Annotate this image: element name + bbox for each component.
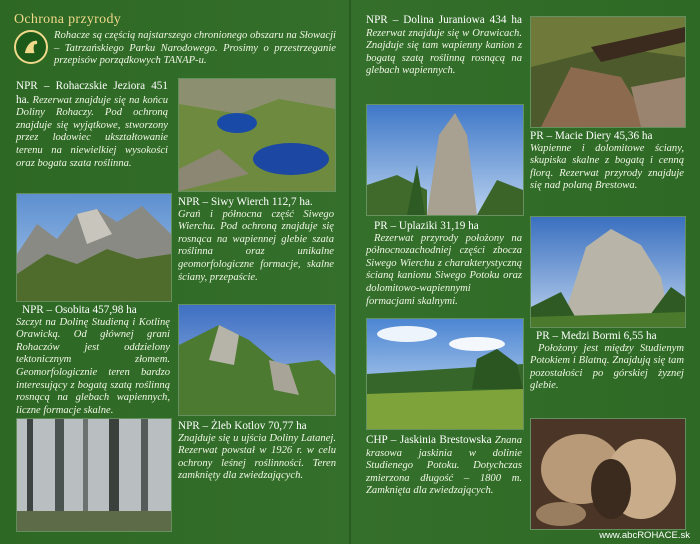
photo-macie-diery — [530, 16, 686, 128]
entry-heading: PR – Medzi Bormi 6,55 ha — [536, 330, 657, 342]
entry-text: Szczyt na Dolinę Studieną i Kotlinę Orawicką. Od głównej grani Rohaczów jest oddzielony tektonicznym złomem. Geomorfologicznie teren bardzo interesujący z bogatą szatą roślinną rosnącą na glebach wapiennych, liczne formacje skalne. — [16, 316, 170, 416]
entry-heading: PR – Uplaziki 31,19 ha — [374, 220, 479, 232]
entry-text: Wapienne i dolomitowe ściany, skupiska skalne z bogatą i cenną florą. Rezerwat przyrody znajduje się nad polaną Brestowa. — [530, 142, 684, 192]
entry-zleb-kotlov — [178, 420, 336, 483]
entry-jaskinia-brestowska — [366, 434, 522, 498]
entry-text: Rezerwat znajduje się w Orawicach. Znajduje się tam wapienny kanion z bogatą szatą roślinną rosnącą na glebach wapiennych. — [366, 27, 522, 77]
entry-osobita — [16, 304, 170, 417]
entry-heading: NPR – Rohaczskie Jeziora 451 ha. — [16, 80, 168, 106]
page-title: Ochrona przyrody — [14, 12, 122, 27]
entry-heading: PR – Macie Diery 45,36 ha — [530, 130, 653, 142]
photo-meadow — [366, 318, 524, 430]
entry-text: Grań i północna część Siwego Wierchu. Pod ochroną znajduje się rosnąca na wapiennej glebie szata roślinna oraz unikalne geomorfologiczne formacje, skalne ściany, przepaście. — [178, 208, 334, 283]
page-fold — [349, 0, 351, 544]
entry-heading: CHP – Jaskinia Brestowska — [366, 434, 492, 446]
intro-text: Rohacze są częścią najstarszego chronionego obszaru na Słowacji – Tatrzańskiego Parku Narodowego. Prosimy o przestrzeganie przepisów porządkowych TANAP-u. — [54, 30, 336, 67]
photo-mountain-lakes — [178, 78, 336, 192]
website-footer: www.abcROHACE.sk — [599, 530, 690, 541]
entry-siwy-wierch — [178, 196, 334, 284]
photo-misty-forest — [16, 418, 172, 532]
entry-text: Znajduje się u ujścia Doliny Latanej. Rezerwat powstał w 1926 r. w celu ochrony leśnej roślinności. Teren zamknięty dla zwiedzających. — [178, 432, 336, 482]
entry-heading: NPR – Osobita 457,98 ha — [22, 304, 137, 316]
photo-cave — [530, 418, 686, 530]
entry-uplaziki — [366, 220, 522, 308]
entry-macie-diery — [530, 130, 684, 193]
entry-text: Rezerwat przyrody położony na północnozachodniej części zbocza Siwego Wierchu z charakterystyczną ścianą kanionu Siwego Potoku oraz dolomitowo-wapiennymi formacjami skalnymi. — [366, 232, 522, 307]
entry-text: Znana krasowa jaskinia w dolinie Studienego Potoku. Dotychczas zmierzona długość – 1800 m. Zamknięta dla zwiedzających. — [366, 435, 523, 497]
entry-text: Położony jest między Studienym Potokiem i Blatną. Znajdują się tam pozostałości po górskiej żyznej glebie. — [530, 342, 684, 392]
entry-heading: NPR – Siwy Wierch 112,7 ha. — [178, 196, 313, 208]
photo-zleb-kotlov — [178, 304, 336, 416]
photo-medzi-bormi — [530, 216, 686, 328]
photo-rocky-peak — [16, 193, 172, 302]
entry-heading: NPR – Dolina Juraniowa 434 ha — [366, 14, 522, 26]
tanap-logo — [14, 30, 48, 64]
entry-heading: NPR – Żleb Kotlov 70,77 ha — [178, 420, 307, 432]
entry-juraniowa — [366, 14, 522, 78]
photo-rock-tower — [366, 104, 524, 216]
entry-medzi-bormi — [530, 330, 684, 393]
entry-rohaczskie — [16, 80, 168, 170]
entry-text: Rezerwat znajduje się na końcu Doliny Rohaczy. Pod ochroną znajduje się wyjątkowe, stworzony przez lodowiec ukształtowanie terenu na niewielkiej wysokości oraz bogata szata roślinna. — [16, 94, 169, 169]
